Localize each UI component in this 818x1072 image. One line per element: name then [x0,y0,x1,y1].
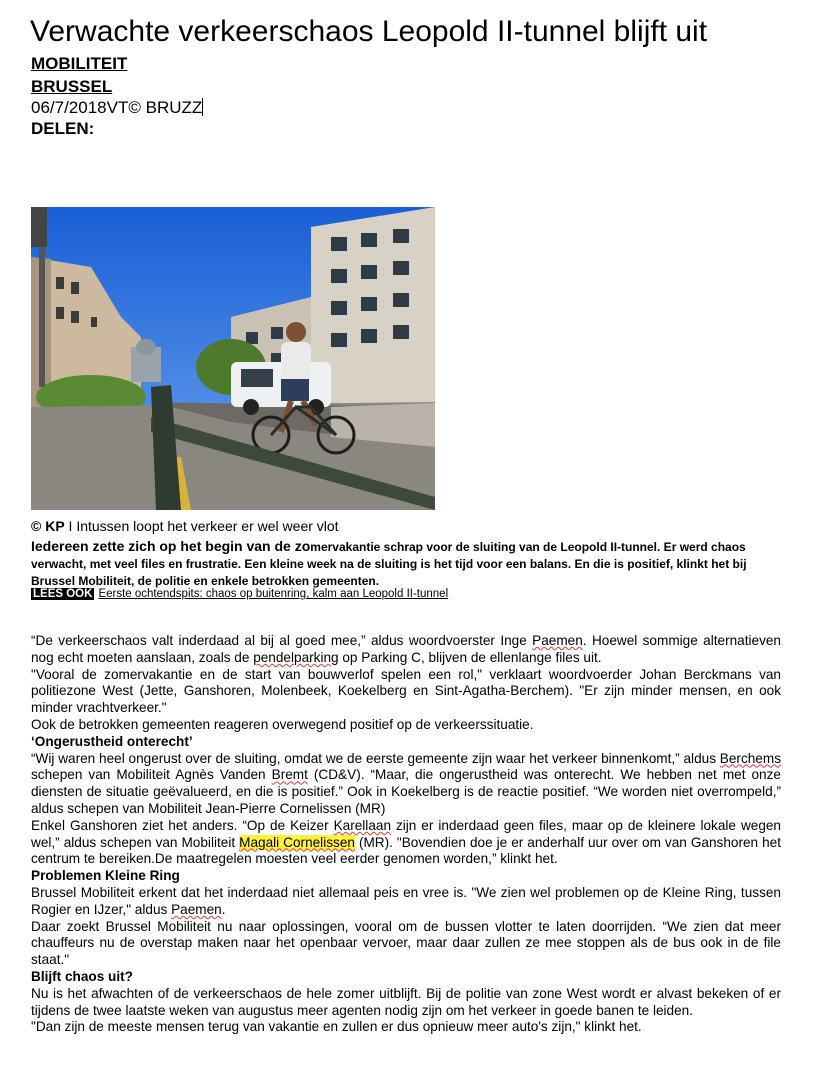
dateline-text: 06/7/2018VT© BRUZZ [31,98,203,117]
share-label: DELEN: [31,119,95,138]
highlighted-name: Magali Cornelissen [239,834,355,850]
text: “De verkeerschaos valt inderdaad al bij al goed mee,” aldus woordvoerster Inge [31,633,533,648]
text: (CD&V). “Maar, die ongerustheid was onterecht. We hebben net met onze diensten de situatie geëvalueerd, en die is positief.” Ook in Koekelberg is de reactie positief. “We worden niet overrompeld,” aldus schepen van Mobiliteit Jean-Pierre Cornelissen (MR) [31,767,781,816]
misspelled-word: Bremt [271,767,308,783]
article-lead [31,538,781,590]
read-also [31,587,448,602]
article-title: Verwachte verkeerschaos Leopold II-tunnel blijft uit [30,15,708,48]
misspelled-word: Karellaan [333,817,392,833]
article-body [31,633,781,1036]
caption-credit: © KP [31,518,65,534]
subheading: Problemen Kleine Ring [31,868,180,884]
misspelled-word: Paemen [532,633,583,648]
text: . [221,901,226,917]
read-also-tag: LEES OOK [33,588,93,600]
misspelled-word: Berchems [719,750,781,766]
photo-caption [31,517,339,535]
text: Enkel Ganshoren ziet het anders. “Op de Keizer [31,817,334,833]
text: zijn er inderdaad geen files, maar op de kleinere lokale wegen wel,” aldus schepen van Mobiliteit [31,817,781,850]
paragraph: Ook de betrokken gemeenten reageren overwegend positief op de verkeerssituatie. [31,716,534,732]
text: schepen van Mobiliteit Agnès Vanden [31,767,272,783]
paragraph [31,818,781,868]
paragraph [31,751,781,818]
text: . Hoewel sommige alternatieven nog echt moeten aanslaan, zoals de [31,633,781,665]
text-cursor [202,98,203,116]
misspelled-word: Paemen [171,901,222,917]
article-photo [31,207,435,510]
paragraph: "Dan zijn de meeste mensen terug van vakantie en zullen er dus opnieuw meer auto's zijn," klinkt het. [31,1019,642,1035]
read-also-link[interactable]: Eerste ochtendspits: chaos op buitenring, kalm aan Leopold II-tunnel [98,588,449,600]
text: (MR). "Bovendien doe je er anderhalf uur over om van Ganshoren het centrum te bereiken.De maatregelen moesten veel eerder genomen worden,” klinkt het. [31,834,781,867]
caption-text: I Intussen loopt het verkeer er wel weer vlot [64,518,339,534]
subheading: Blijft chaos uit? [31,968,133,984]
text: “Wij waren heel ongerust over de sluiting, omdat we de eerste gemeente zijn waar het verkeer binnenkomt,” aldus [31,750,720,766]
paragraph [31,885,781,919]
lead-rest: mervakantie schrap voor de sluiting van de Leopold II-tunnel. Er werd chaos verwacht, met veel files en frustratie. Een kleine week na de sluiting is het tijd voor een balans. En die is positief, klinkt het bij Brussel Mobiliteit, de politie en enkele betrokken gemeenten. [31,540,747,588]
text: Brussel Mobiliteit erkent dat het inderdaad niet allemaal peis en vree is. "We zien wel problemen op de Kleine Ring, tussen Rogier en IJzer," aldus [31,884,781,917]
category-link[interactable]: MOBILITEIT [31,54,128,73]
misspelled-word: pendelparking [253,649,339,665]
subheading: ‘Ongerustheid onterecht’ [31,733,193,749]
paragraph: Nu is het afwachten of de verkeerschaos de hele zomer uitblijft. Bij de politie van zone West wordt er alvast bekeken of er tijdens de twee laatste weken van augustus meer agenten nodig zijn om het verkeer in goede banen te leiden. [31,985,781,1018]
paragraph [31,633,781,667]
dateline [31,98,203,118]
paragraph: Daar zoekt Brussel Mobiliteit nu naar oplossingen, vooral om de bussen vlotter te laten doorrijden. “We zien dat meer chauffeurs nu de overstap maken naar het openbaar vervoer, maar daar zullen ze mee stoppen als de bus ook in de file staat." [31,918,781,968]
paragraph: "Vooral de zomervakantie en de start van bouwverlof spelen een rol," verklaart woordvoerder Johan Berckmans van politiezone West (Jette, Ganshoren, Molenbeek, Koekelberg en Sint-Agatha-Berchem). "Er zijn minder mensen, en ook minder vrachtverkeer." [31,666,781,716]
lead-start: Iedereen zette zich op het begin van de zo [31,538,311,554]
text: op Parking C, blijven de ellenlange files uit. [338,649,602,665]
location-link[interactable]: BRUSSEL [31,77,113,96]
